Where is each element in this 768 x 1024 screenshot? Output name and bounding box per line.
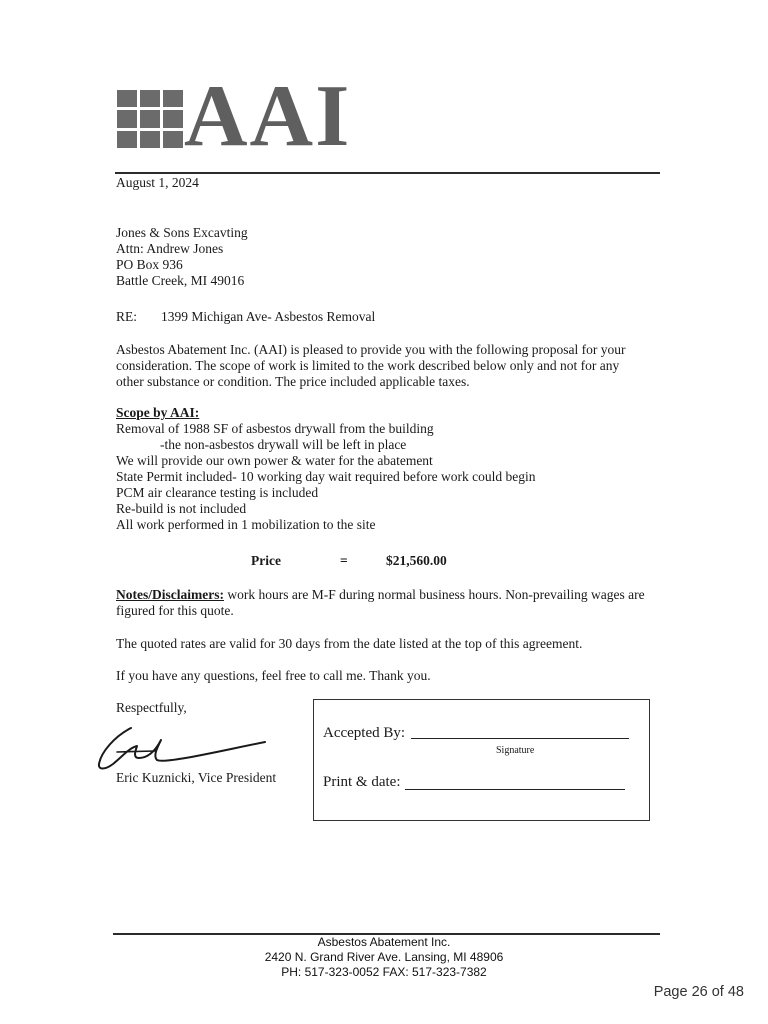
- intro-line: other substance or condition. The price included applicable taxes.: [116, 374, 470, 389]
- notes-text-2: figured for this quote.: [116, 603, 234, 618]
- signoff-text: Respectfully,: [116, 700, 187, 715]
- footer-company: Asbestos Abatement Inc.: [317, 935, 451, 949]
- scope-section: [116, 405, 536, 533]
- notes-text: work hours are M-F during normal business hours. Non-prevailing wages are: [223, 587, 645, 602]
- footer-phone: PH: 517-323-0052 FAX: 517-323-7382: [281, 965, 487, 979]
- footer-street: 2420 N. Grand River Ave. Lansing, MI 48906: [264, 950, 504, 964]
- scope-heading: Scope by AAI:: [116, 405, 200, 420]
- price-equals: =: [340, 553, 348, 568]
- price-label: Price: [251, 553, 281, 568]
- footer-address: [0, 935, 768, 980]
- scope-item: PCM air clearance testing is included: [116, 485, 319, 500]
- intro-paragraph: [116, 342, 626, 390]
- recipient-address: [116, 225, 248, 289]
- recipient-line: Battle Creek, MI 49016: [116, 273, 245, 288]
- intro-line: Asbestos Abatement Inc. (AAI) is pleased to provide you with the following proposal for your: [116, 342, 626, 357]
- recipient-line: Attn: Andrew Jones: [116, 241, 224, 256]
- print-date-label: Print & date:: [323, 774, 401, 790]
- intro-line: consideration. The scope of work is limited to the work described below only and not for any: [116, 358, 620, 373]
- company-logo: AAI: [184, 68, 352, 165]
- accepted-by-label: Accepted By:: [323, 725, 406, 741]
- closing-text: If you have any questions, feel free to call me. Thank you.: [116, 668, 431, 683]
- print-date-line[interactable]: [405, 789, 625, 790]
- recipient-line: PO Box 936: [116, 257, 183, 272]
- re-label: RE:: [116, 309, 138, 324]
- signer-name: Eric Kuznicki, Vice President: [116, 770, 277, 785]
- scope-item: State Permit included- 10 working day wait required before work could begin: [116, 469, 536, 484]
- scope-item: Removal of 1988 SF of asbestos drywall from the building: [116, 421, 434, 436]
- signature-caption: Signature: [496, 745, 535, 756]
- header-rule: [115, 172, 660, 174]
- page-number: Page 26 of 48: [653, 984, 744, 1000]
- recipient-line: Jones & Sons Excavting: [116, 225, 248, 240]
- logo-grid-icon: [117, 90, 183, 148]
- price-amount: $21,560.00: [386, 553, 447, 568]
- scope-item: -the non-asbestos drywall will be left in place: [160, 437, 407, 452]
- acceptance-box: [313, 699, 650, 821]
- signature-line[interactable]: [411, 738, 629, 739]
- re-subject: 1399 Michigan Ave- Asbestos Removal: [161, 309, 376, 324]
- letter-date: August 1, 2024: [116, 175, 199, 190]
- scope-item: Re-build is not included: [116, 501, 247, 516]
- validity-text: The quoted rates are valid for 30 days from the date listed at the top of this agreement.: [116, 636, 583, 651]
- notes-label: Notes/Disclaimers:: [116, 587, 224, 602]
- notes-section: [116, 587, 645, 619]
- scope-item: All work performed in 1 mobilization to the site: [116, 517, 376, 532]
- scope-item: We will provide our own power & water for the abatement: [116, 453, 433, 468]
- handwritten-signature: [95, 718, 275, 774]
